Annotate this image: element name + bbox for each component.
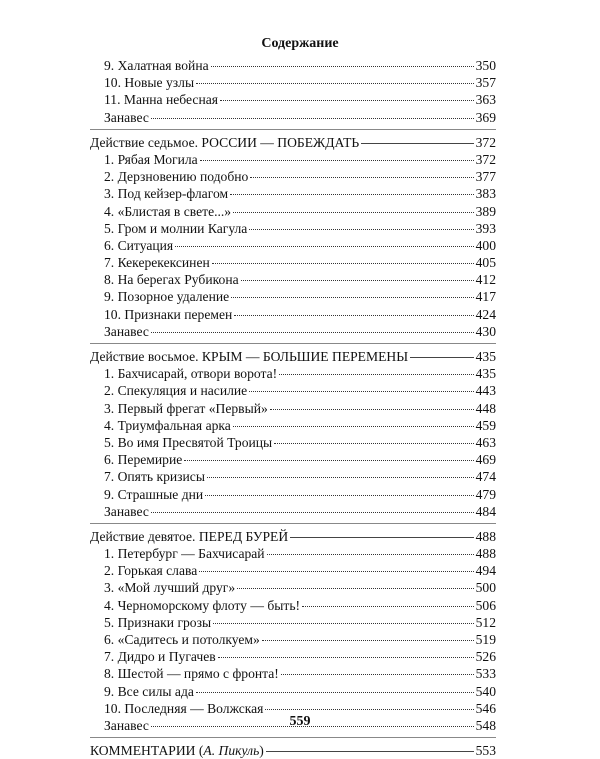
- entry-title: Занавес: [104, 323, 149, 339]
- dot-leader: [265, 709, 473, 710]
- toc-entry: [90, 185, 496, 202]
- entry-title: 2. Дерзновению подобно: [104, 169, 249, 185]
- entry-title: 1. Бахчисарай, отвори ворота!: [104, 366, 278, 382]
- dot-leader: [233, 212, 474, 213]
- dot-leader: [281, 674, 474, 675]
- entry-title: 9. Позорное удаление: [104, 289, 230, 305]
- dot-leader: [234, 315, 473, 316]
- entry-title: 2. Спекуляция и насилие: [104, 383, 248, 399]
- dot-leader: [249, 229, 473, 230]
- dot-leader: [199, 571, 473, 572]
- entry-page: 479: [475, 486, 496, 502]
- dot-leader: [249, 391, 473, 392]
- toc-entry: [90, 451, 496, 468]
- dot-leader: [151, 118, 474, 119]
- dot-leader: [279, 374, 473, 375]
- entry-page: 488: [475, 546, 496, 562]
- entry-page: 363: [475, 92, 496, 108]
- dot-leader: [230, 194, 474, 195]
- entry-page: 412: [475, 272, 496, 288]
- entry-page: 372: [475, 134, 496, 150]
- entry-title: 3. «Мой лучший друг»: [104, 580, 236, 596]
- dot-leader: [175, 246, 473, 247]
- entry-title: 3. Под кейзер-флагом: [104, 186, 229, 202]
- entry-title: 10. Последняя — Волжская: [104, 700, 264, 716]
- entry-page: 435: [475, 366, 496, 382]
- toc-entry: [90, 237, 496, 254]
- dot-leader: [207, 477, 474, 478]
- entry-title: Действие восьмое. КРЫМ — БОЛЬШИЕ ПЕРЕМЕНЫ: [90, 349, 409, 364]
- entry-title: 7. Опять кризисы: [104, 469, 205, 485]
- dot-leader: [262, 640, 474, 641]
- dot-leader: [213, 623, 473, 624]
- dot-leader: [151, 332, 474, 333]
- entry-page: 469: [475, 452, 496, 468]
- entry-title: Занавес: [104, 109, 149, 125]
- entry-page: 546: [475, 700, 496, 716]
- entry-title: 9. Страшные дни: [104, 486, 204, 502]
- dot-leader: [220, 100, 474, 101]
- page-number: 559: [289, 714, 311, 729]
- dot-leader: [212, 263, 474, 264]
- dot-leader: [237, 588, 473, 589]
- toc-entry: [90, 503, 496, 520]
- dot-leader: [200, 160, 474, 161]
- entry-title: 1. Рябая Могила: [104, 151, 198, 167]
- toc-entry: [90, 288, 496, 305]
- part-heading: [90, 528, 496, 545]
- entry-page: 553: [475, 743, 496, 759]
- section-divider: [90, 523, 496, 524]
- toc-entry: [90, 91, 496, 108]
- toc-entry: [90, 57, 496, 74]
- entry-title: 9. Все силы ада: [104, 683, 194, 699]
- entry-title: 10. Новые узлы: [104, 75, 195, 91]
- entry-title: 5. Во имя Пресвятой Троицы: [104, 434, 273, 450]
- dot-leader: [302, 606, 474, 607]
- entry-page: 417: [475, 289, 496, 305]
- entry-page: 405: [475, 255, 496, 271]
- toc-entry: [90, 579, 496, 596]
- entry-page: 369: [475, 109, 496, 125]
- running-header: Содержание: [261, 36, 339, 51]
- entry-page: 459: [475, 417, 496, 433]
- entry-title: 11. Манна небесная: [104, 92, 219, 108]
- commentary-author: А. Пикуль: [203, 743, 260, 759]
- entry-title: 7. Кекерекексинен: [104, 255, 210, 271]
- dot-leader: [233, 426, 474, 427]
- entry-page: 512: [475, 614, 496, 630]
- entry-title: Действие девятое. ПЕРЕД БУРЕЙ: [90, 528, 289, 544]
- toc-entry: [90, 323, 496, 340]
- table-of-contents: [90, 57, 496, 759]
- section-divider: [90, 129, 496, 130]
- entry-page: 424: [475, 306, 496, 322]
- entry-page: 389: [475, 203, 496, 219]
- entry-page: 533: [475, 666, 496, 682]
- entry-title: 5. Признаки грозы: [104, 614, 212, 630]
- section-divider: [90, 737, 496, 738]
- entry-page: 500: [475, 580, 496, 596]
- entry-title: 6. Ситуация: [104, 237, 174, 253]
- toc-entry: [90, 254, 496, 271]
- entry-title: 1. Петербург — Бахчисарай: [104, 546, 265, 562]
- entry-page: 377: [475, 169, 496, 185]
- toc-entry: [90, 306, 496, 323]
- toc-entry: [90, 400, 496, 417]
- part-heading: [90, 348, 496, 365]
- toc-entry: [90, 109, 496, 126]
- entry-page: 519: [475, 632, 496, 647]
- dot-leader: [211, 66, 474, 67]
- part-heading: [90, 134, 496, 151]
- toc-entry: [90, 220, 496, 237]
- toc-entry: [90, 151, 496, 168]
- toc-entry: [90, 74, 496, 91]
- entry-title: 8. Шестой — прямо с фронта!: [104, 666, 279, 682]
- dot-leader: [361, 143, 473, 144]
- toc-entry: [90, 562, 496, 579]
- entry-page: 540: [475, 683, 496, 699]
- entry-page: 400: [475, 237, 496, 253]
- commentary-title: КОММЕНТАРИИ: [90, 743, 196, 759]
- toc-entry: [90, 417, 496, 434]
- entry-page: 435: [475, 349, 496, 364]
- entry-title: 6. «Садитесь и потолкуем»: [104, 632, 260, 647]
- entry-title: 6. Перемирие: [104, 452, 183, 468]
- toc-entry: [90, 434, 496, 451]
- dot-leader: [231, 297, 473, 298]
- dot-leader: [274, 443, 473, 444]
- dot-leader: [241, 280, 474, 281]
- toc-entry: [90, 683, 496, 700]
- entry-page: 548: [475, 717, 496, 733]
- dot-leader: [184, 460, 473, 461]
- commentary-entry: [90, 742, 496, 759]
- entry-title: 10. Признаки перемен: [104, 306, 233, 322]
- dot-leader: [267, 554, 474, 555]
- dot-leader: [151, 512, 474, 513]
- dot-leader: [218, 657, 474, 658]
- entry-title: Действие седьмое. РОССИИ — ПОБЕЖДАТЬ: [90, 134, 360, 150]
- toc-entry: [90, 168, 496, 185]
- entry-page: 506: [475, 597, 496, 613]
- entry-page: 430: [475, 323, 496, 339]
- dot-leader: [270, 409, 474, 410]
- entry-page: 350: [475, 58, 496, 73]
- toc-entry: [90, 597, 496, 614]
- toc-entry: [90, 648, 496, 665]
- dot-leader: [266, 751, 474, 752]
- entry-title: 4. Черноморскому флоту — быть!: [104, 597, 301, 613]
- toc-entry: [90, 545, 496, 562]
- section-divider: [90, 343, 496, 344]
- dot-leader: [205, 495, 473, 496]
- entry-title: Занавес: [104, 503, 149, 519]
- entry-page: 526: [475, 649, 496, 665]
- toc-entry: [90, 486, 496, 503]
- entry-title: 4. «Блистая в свете...»: [104, 203, 232, 219]
- toc-entry: [90, 365, 496, 382]
- toc-entry: [90, 271, 496, 288]
- dot-leader: [196, 692, 474, 693]
- entry-page: 383: [475, 186, 496, 202]
- entry-title: 3. Первый фрегат «Первый»: [104, 400, 268, 416]
- entry-title: 7. Дидро и Пугачев: [104, 649, 216, 665]
- entry-page: 393: [475, 220, 496, 236]
- dot-leader: [250, 177, 473, 178]
- entry-title: 9. Халатная война: [104, 58, 209, 73]
- toc-entry: [90, 665, 496, 682]
- dot-leader: [196, 83, 474, 84]
- entry-title: 2. Горькая слава: [104, 563, 198, 579]
- toc-entry: [90, 631, 496, 648]
- entry-page: 448: [475, 400, 496, 416]
- entry-page: 443: [475, 383, 496, 399]
- entry-title: Занавес: [104, 717, 149, 733]
- toc-entry: [90, 614, 496, 631]
- entry-page: 357: [475, 75, 496, 91]
- entry-page: 474: [475, 469, 496, 485]
- entry-title: 5. Гром и молнии Кагула: [104, 220, 248, 236]
- toc-entry: [90, 382, 496, 399]
- entry-page: 372: [475, 151, 496, 167]
- dot-leader: [410, 357, 474, 358]
- entry-page: 484: [475, 503, 496, 519]
- entry-page: 494: [475, 563, 496, 579]
- dot-leader: [290, 537, 473, 538]
- entry-page: 488: [475, 528, 496, 544]
- toc-entry: [90, 203, 496, 220]
- toc-entry: [90, 468, 496, 485]
- entry-page: 463: [475, 434, 496, 450]
- entry-title: 4. Триумфальная арка: [104, 417, 231, 433]
- entry-title: 8. На берегах Рубикона: [104, 272, 239, 288]
- entry-title: КОММЕНТАРИИ (А. Пикуль): [90, 743, 264, 759]
